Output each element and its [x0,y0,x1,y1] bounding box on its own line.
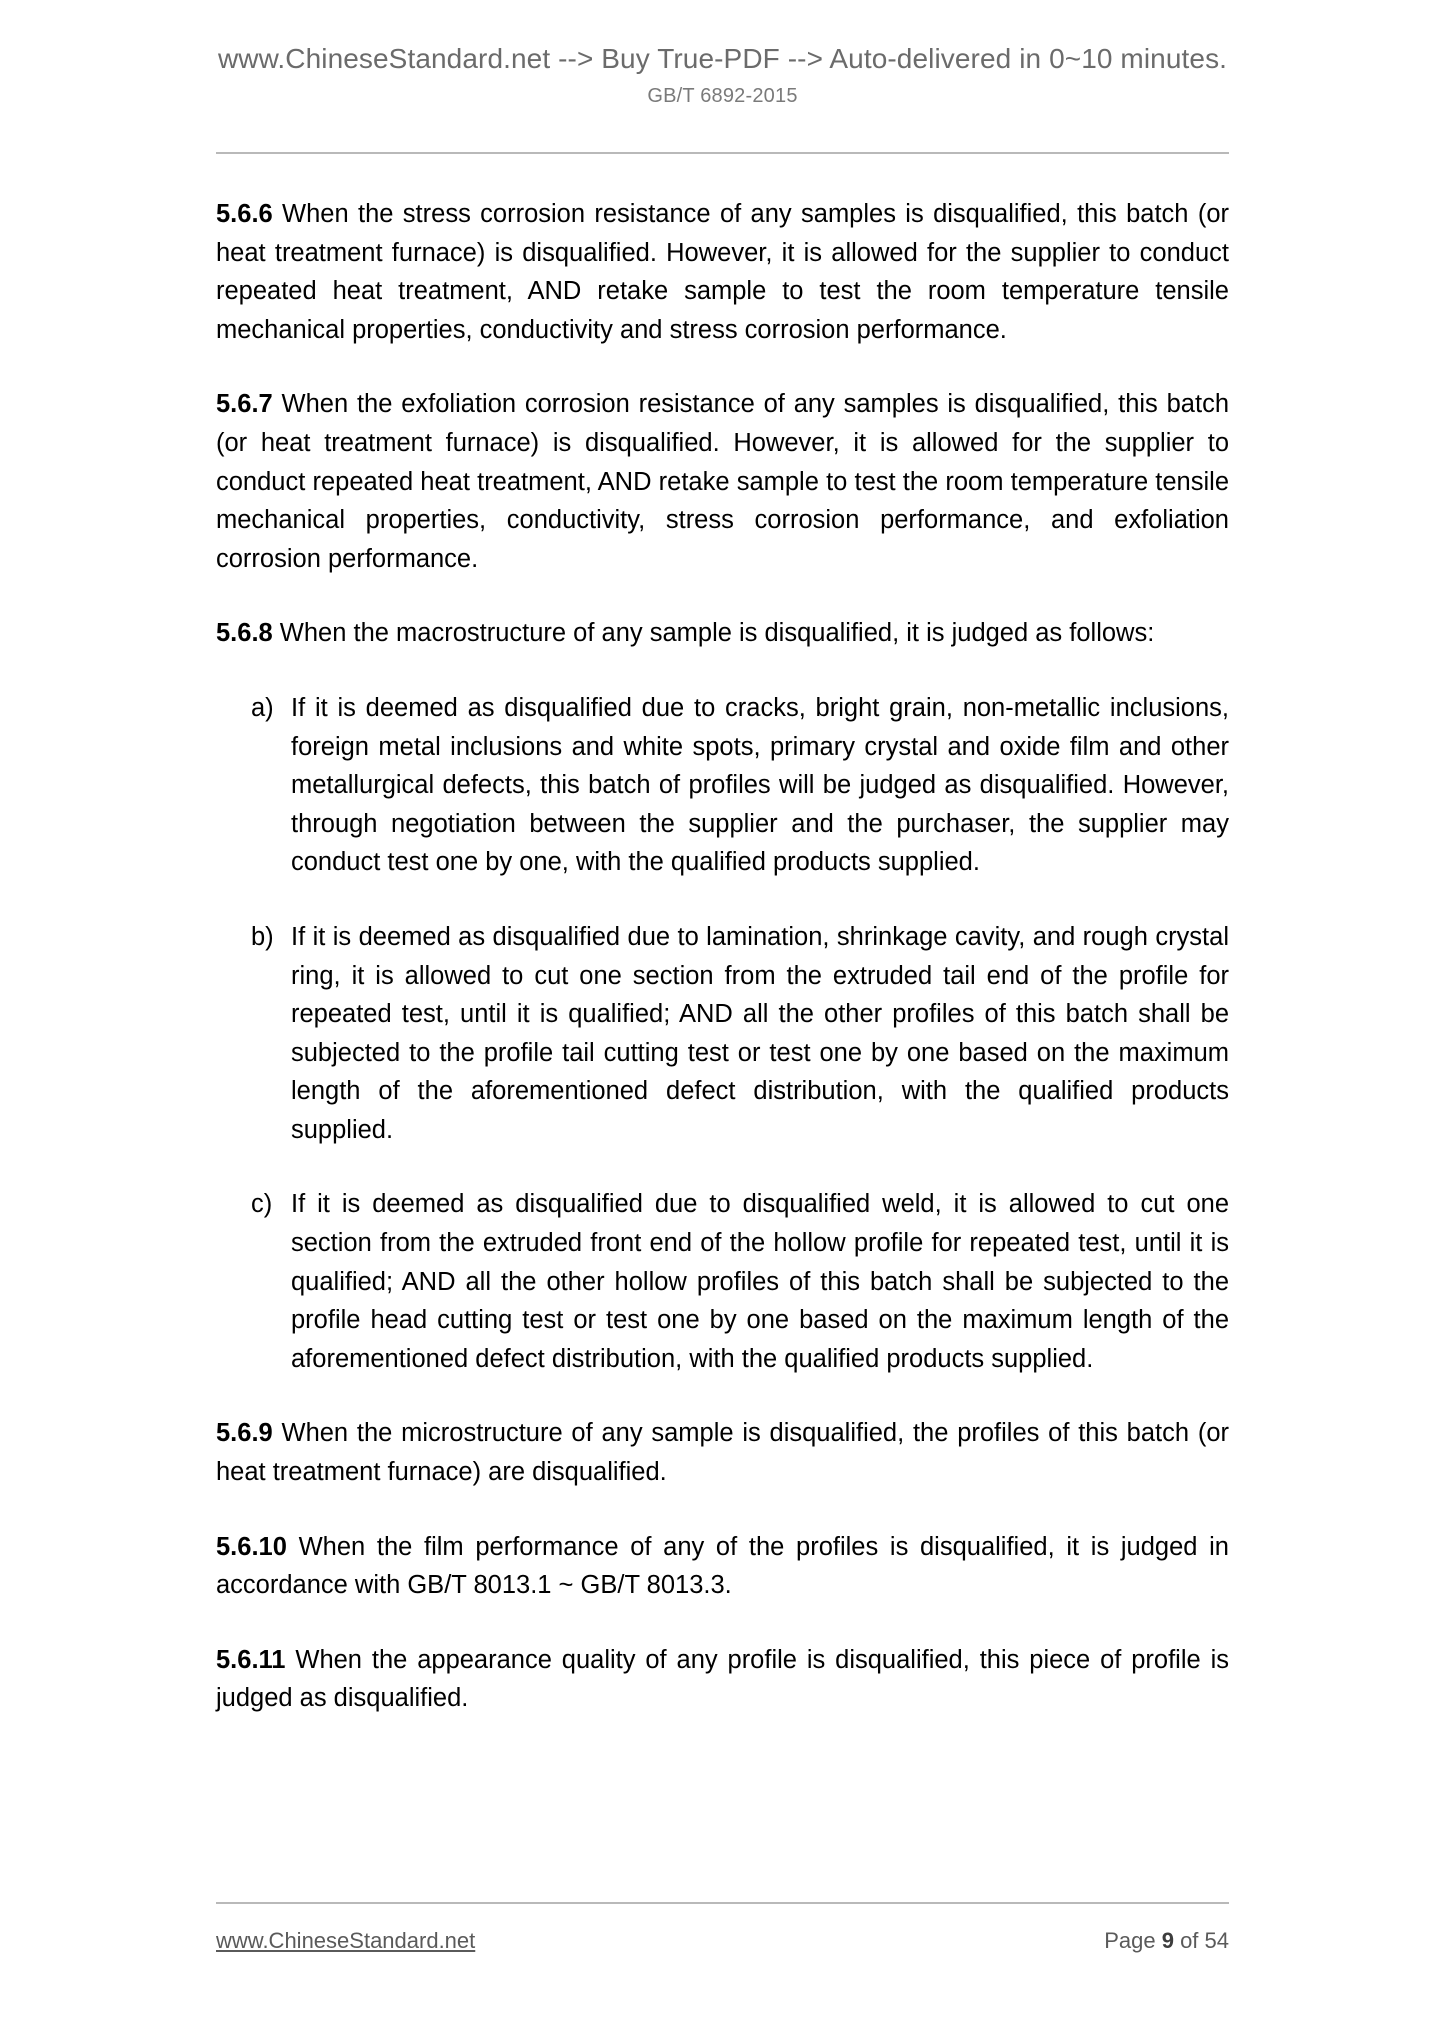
clause-text: When the exfoliation corrosion resistance of any samples is disqualified, this batch (or heat treatment furnace) is disqualified. However, it is allowed for the supplier to conduct repeated heat treatment, AND retake sample to test the room temperature tensile mechanical properties, conductivity, stress corrosion performance, and exfoliation corrosion performance. [216,390,1229,573]
page-number-value: 9 [1161,1928,1174,1953]
clause-number: 5.6.7 [216,390,273,419]
clause-paragraph-568 [216,614,1229,653]
clause-text: When the macrostructure of any sample is disqualified, it is judged as follows: [272,619,1155,648]
clause-text: When the stress corrosion resistance of any samples is disqualified, this batch (or heat treatment furnace) is disqualified. However, it is allowed for the supplier to conduct repeated heat treatment, AND retake sample to test the room temperature tensile mechanical properties, conductivity and stress corrosion performance. [216,200,1229,344]
standard-code-label: GB/T 6892-2015 [647,84,798,107]
header-divider [216,152,1229,154]
clause-paragraph-569 [216,1414,1229,1491]
clause-paragraph-566 [216,195,1229,349]
page-footer [216,1928,1229,1954]
list-item-text: If it is deemed as disqualified due to lamination, shrinkage cavity, and rough crystal ring, it is allowed to cut one section from the extruded tail end of the profile for repeated test, until it is qualified; AND all the other profiles of this batch shall be subjected to the profile tail cutting test or test one by one based on the maximum length of the aforementioned defect distribution, with the qualified products supplied. [291,922,1229,1144]
list-item [216,689,1229,882]
list-item-text: If it is deemed as disqualified due to cracks, bright grain, non-metallic inclusions, foreign metal inclusions and white spots, primary crystal and oxide film and other metallurgical defects, this batch of profiles will be judged as disqualified. However, through negotiation between the supplier and the purchaser, the supplier may conduct test one by one, with the qualified products supplied. [291,693,1229,877]
clause-number: 5.6.6 [216,200,273,228]
list-item-text: If it is deemed as disqualified due to disqualified weld, it is allowed to cut one section from the extruded front end of the hollow profile for repeated test, until it is qualified; AND all the other hollow profiles of this batch shall be subjected to the profile head cutting test or test one by one based on the maximum length of the aforementioned defect distribution, with the qualified products supplied. [291,1190,1229,1373]
clause-paragraph-5610 [216,1528,1229,1605]
clause-paragraph-5611 [216,1641,1229,1718]
clause-568-sublist [216,689,1229,1379]
clause-number: 5.6.8 [216,619,273,648]
footer-website-link[interactable]: www.ChineseStandard.net [216,1928,476,1953]
footer-divider [216,1902,1229,1904]
promo-banner-text: www.ChineseStandard.net --> Buy True-PDF --> Auto-delivered in 0~10 minutes. [217,43,1228,74]
list-item-marker: c) [251,1190,273,1219]
clause-number: 5.6.11 [216,1645,286,1674]
page-number-label [1104,1928,1229,1954]
list-item-marker: a) [251,693,274,722]
page-number-suffix: of 54 [1173,1928,1229,1953]
clause-number: 5.6.9 [216,1419,273,1448]
document-body [216,195,1229,1718]
clause-text: When the appearance quality of any profile is disqualified, this piece of profile is judged as disqualified. [216,1645,1229,1713]
page-number-prefix: Page [1104,1928,1162,1953]
clause-text: When the microstructure of any sample is disqualified, the profiles of this batch (or heat treatment furnace) are disqualified. [216,1419,1229,1487]
list-item [216,918,1229,1150]
list-item [216,1185,1229,1378]
clause-paragraph-567 [216,385,1229,578]
clause-text: When the film performance of any of the profiles is disqualified, it is judged in accordance with GB/T 8013.1 ~ GB/T 8013.3. [216,1532,1229,1600]
page-header [0,44,1445,108]
list-item-marker: b) [251,922,274,951]
clause-number: 5.6.10 [216,1532,287,1561]
